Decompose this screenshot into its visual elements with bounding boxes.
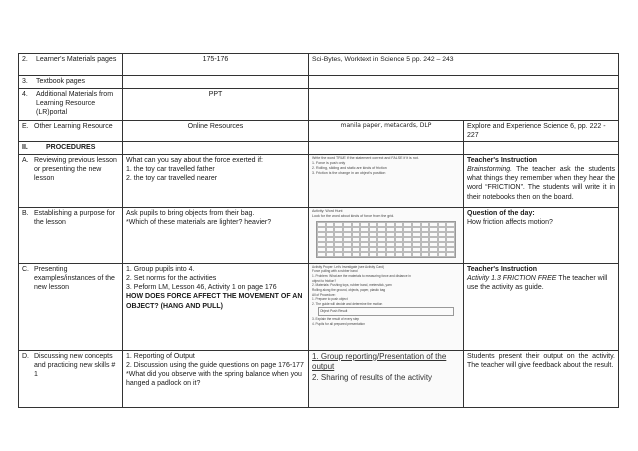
section-letter: A. [22,156,29,164]
content-line: 2. Discussion using the guide questions on page 176-177 [126,361,304,369]
thumb-line: 3. Friction is the change in an object's position [312,170,386,175]
row-c-label-cell [19,263,123,350]
content-line: *Which of these materials are lighter? heavier? [126,218,272,226]
grid-cell [429,252,438,257]
item-label: Learner's Materials pages [36,56,117,63]
thumb-line: Activity Proper: Let's Investigate (see Activity Card) [312,264,384,269]
thumb-line: 1. Problem: What are the materials to measuring force and distance in [312,273,411,278]
row-c-presenting [19,263,619,350]
grid-cell [334,252,343,257]
thumb-line: Rolling along the ground, objects, paper, plastic bag [312,287,386,292]
grid-cell [343,252,352,257]
row-a-content-cell [123,154,309,207]
item-label: Textbook pages [36,78,86,85]
section-letter: C. [22,265,29,273]
grid-cell [360,252,369,257]
section-number: II. [22,144,28,152]
thumb-line: Write the word TRUE if the statement correct and FALSE if it is not. [312,155,419,160]
item-label: Presenting examples/instances of the new lesson [34,265,115,292]
row-procedures [19,142,619,154]
section-letter: B. [22,209,29,217]
note-text: Students present their output on the activity. The teacher will give feedback about the result. [467,352,615,369]
lr-portal-material-cell [309,89,619,121]
thumb-line: 2. The guide will decide and determine the motion [312,301,383,306]
word-hunt-grid [316,221,456,258]
row-c-slide-thumbnail [309,263,464,350]
procedures-blank-3 [464,142,619,154]
pages-cell: 175-176 [123,54,309,76]
thumb-line: All of Procedure: [312,292,336,297]
grid-cell [326,252,335,257]
row-b-label-cell [19,207,123,263]
other-resource-label-cell [19,121,123,142]
item-label: Reviewing previous lesson or presenting the new lesson [34,156,117,183]
thumb-line: 1. Prepare to push object [312,297,348,302]
section-letter: D. [22,352,29,360]
row-learners-materials [19,54,619,76]
content-line: 2. the toy car travelled nearer [126,175,218,183]
row-c-content-cell [123,263,309,350]
row-d-content-cell [123,350,309,407]
thumb-line: object to friction? [312,278,337,283]
note-title: Teacher's Instruction [467,156,537,164]
grid-cell [352,252,361,257]
thumb-line: Look for the word about kinds of force from the grid. [312,213,395,218]
other-resource-value-cell: Online Resources [123,121,309,142]
row-a-reviewing [19,154,619,207]
thumb-line: 2. Rolling, sliding and static are kinds of friction [312,165,387,170]
grid-cell [386,252,395,257]
row-a-note-cell [464,154,619,207]
grid-cell [438,252,447,257]
row-d-slide-thumbnail [309,350,464,407]
grid-cell [412,252,421,257]
grid-cell [446,252,455,257]
content-line: 1. Group pupils into 4. [126,265,195,273]
note-lead: Activity 1.3 FRICTION FREE [467,274,557,282]
row-a-slide-thumbnail [309,154,464,207]
row-a-label-cell [19,154,123,207]
lr-portal-label-cell [19,89,123,121]
row-b-note-cell [464,207,619,263]
material-cell [309,54,619,76]
activity-title: HOW DOES FORCE AFFECT THE MOVEMENT OF AN OBJECT? (HANG AND PULL) [126,293,303,310]
row-d-note-cell [464,350,619,407]
material-text: Sci-Bytes, Worktext in Science 5 pp. 242 – 243 [312,56,454,63]
lesson-plan-table [18,53,619,408]
note-title: Teacher's Instruction [467,265,537,273]
content-line: *What did you observe with the spring balance when you hanged a padlock on it? [126,371,302,388]
grid-cell [377,252,386,257]
grid-cell [317,252,326,257]
item-number: 2. [22,56,28,63]
item-number: 3. [22,78,28,85]
note-text: The teacher ask the students what things they remember when they hear the word “FRICTION”. The students will write it in their notebooks then on the board. [467,165,615,201]
content-line: What can you say about the force exerted if: [126,156,263,164]
item-number: 4. [22,91,28,98]
row-lr-portal [19,89,619,121]
row-b-slide-thumbnail [309,207,464,263]
thumb-line: 1. Group reporting/Presentation of the output [312,351,447,372]
thumb-line: 2. Materials: Pushing toys, rubber band, meterstick, yarn [312,283,392,288]
content-line: 2. Set norms for the activities [126,274,217,282]
row-textbook-pages [19,76,619,89]
row-b-content-cell [123,207,309,263]
row-other-resource [19,121,619,142]
note-text: The teacher will use the activity as guide. [467,274,608,292]
grid-cell [395,252,404,257]
content-line: 1. Reporting of Output [126,352,195,360]
procedures-label-cell [19,142,123,154]
procedures-blank-1 [123,142,309,154]
content-line: 3. Peform LM, Lesson 46, Activity 1 on page 176 [126,284,277,292]
thumb-line: Force pulling with a rubber band [312,269,358,274]
row-c-note-cell [464,263,619,350]
content-line: Ask pupils to bring objects from their bag. [126,209,255,217]
grid-cell [403,252,412,257]
note-lead: Brainstorming. [467,165,513,173]
thumb-line: 2. Sharing of results of the activity [312,372,433,382]
note-text: How friction affects motion? [467,218,553,226]
procedures-blank-2 [309,142,464,154]
procedures-heading: PROCEDURES [46,144,96,152]
grid-cell [421,252,430,257]
textbook-pages-cell [123,76,309,89]
other-resource-materials-cell: manila paper, metacards, DLP [309,121,464,142]
lesson-plan-page [18,53,618,430]
thumb-line: Activity: Word Hunt [312,208,343,213]
item-label: Establishing a purpose for the lesson [34,209,115,226]
note-title: Question of the day: [467,209,535,217]
thumb-line: 1. Force is push only [312,160,346,165]
item-label: Discussing new concepts and practicing new skills # 1 [34,352,116,379]
thumb-line: Object Push Result [318,307,454,316]
thumb-line: 4. Pupils for all prepared presentation [312,321,365,326]
section-letter: E. [22,123,29,130]
row-d-discussing [19,350,619,407]
item-label: Additional Materials from Learning Resource (LR)portal [36,91,114,117]
learners-materials-label-cell [19,54,123,76]
thumb-line: 3. Explain the result of every step [312,317,360,322]
textbook-label-cell [19,76,123,89]
textbook-material-cell [309,76,619,89]
row-d-label-cell [19,350,123,407]
content-line: 1. the toy car travelled father [126,165,215,173]
grid-cell [369,252,378,257]
lr-portal-value-cell: PPT [123,89,309,121]
row-b-purpose [19,207,619,263]
other-resource-book-cell: Explore and Experience Science 6, pp. 222 - 227 [464,121,619,142]
item-label: Other Learning Resource [34,123,113,130]
